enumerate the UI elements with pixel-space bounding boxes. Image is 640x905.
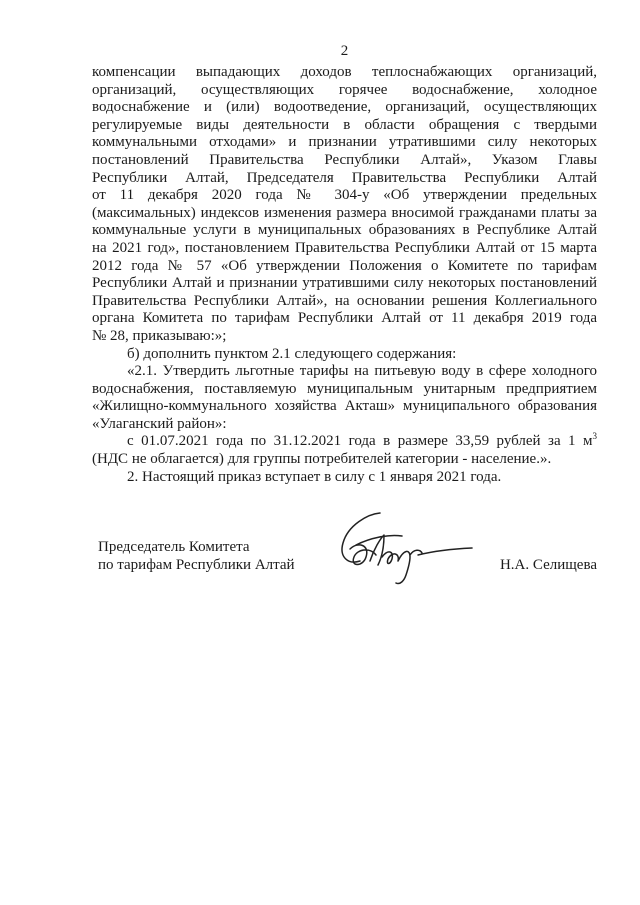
body-line: организаций, осуществляющих горячее водоснабжение, холодное: [92, 81, 597, 98]
body-line: водоснабжение и (или) водоотведение, организаций, осуществляющих: [92, 99, 597, 116]
body-line: № 28, приказываю:»;: [92, 327, 227, 344]
body-line: органа Комитета по тарифам Республики Алтай от 11 декабря 2019 года: [92, 310, 597, 327]
quote-line: «2.1. Утвердить льготные тарифы на питьевую воду в сфере холодного: [127, 363, 597, 380]
body-line: на 2021 год», постановлением Правительства Республики Алтай от 15 марта: [92, 239, 597, 256]
body-line: коммунальными отходами» и признании утратившими силу некоторых: [92, 134, 597, 151]
signature: [330, 503, 480, 593]
signatory-title-line2: по тарифам Республики Алтай: [98, 557, 295, 573]
quote-line: водоснабжения, поставляемую муниципальным унитарным предприятием: [92, 380, 597, 397]
tariff-text: с 01.07.2021 года по 31.12.2021 года в размере 33,59 рублей за 1 м: [127, 433, 593, 450]
signature-stroke: [370, 535, 422, 584]
item-b: б) дополнить пунктом 2.1 следующего содержания:: [127, 345, 457, 362]
body-line: от 11 декабря 2020 года № 304-у «Об утверждении предельных: [92, 187, 597, 204]
item-2: 2. Настоящий приказ вступает в силу с 1 января 2021 года.: [127, 468, 502, 485]
body-line: регулируемые виды деятельности в области обращения с твердыми: [92, 116, 597, 133]
body-line: Республики Алтай и признании утратившими силу некоторых постановлений: [92, 275, 597, 292]
signatory-title-line1: Председатель Комитета: [98, 539, 250, 555]
body-line: (максимальных) индексов изменения размера вносимой гражданами платы за: [92, 204, 597, 221]
body-text: [92, 64, 597, 486]
tariff-line: [92, 433, 597, 451]
body-line: постановлений Правительства Республики Алтай», Указом Главы: [92, 151, 597, 168]
body-line: компенсации выпадающих доходов теплоснабжающих организаций,: [92, 64, 597, 80]
body-line: Республики Алтай, Председателя Правительства Республики Алтай: [92, 169, 597, 186]
tariff-note: (НДС не облагается) для группы потребителей категории - население.».: [92, 451, 552, 468]
quote-line: «Улаганский район»:: [92, 415, 227, 432]
quote-line: «Жилищно-коммунального хозяйства Акташ» муниципального образования: [92, 398, 597, 415]
body-line: коммунальные услуги в муниципальных образованиях в Республике Алтай: [92, 222, 597, 239]
body-line: 2012 года № 57 «Об утверждении Положения о Комитете по тарифам: [92, 257, 597, 274]
signature-stroke: [418, 548, 472, 555]
signatory-name: Н.А. Селищева: [499, 557, 597, 573]
unit-superscript: 3: [592, 431, 597, 442]
page-number: 2: [340, 43, 349, 59]
body-line: Правительства Республики Алтай», на основании решения Коллегиального: [92, 292, 597, 309]
